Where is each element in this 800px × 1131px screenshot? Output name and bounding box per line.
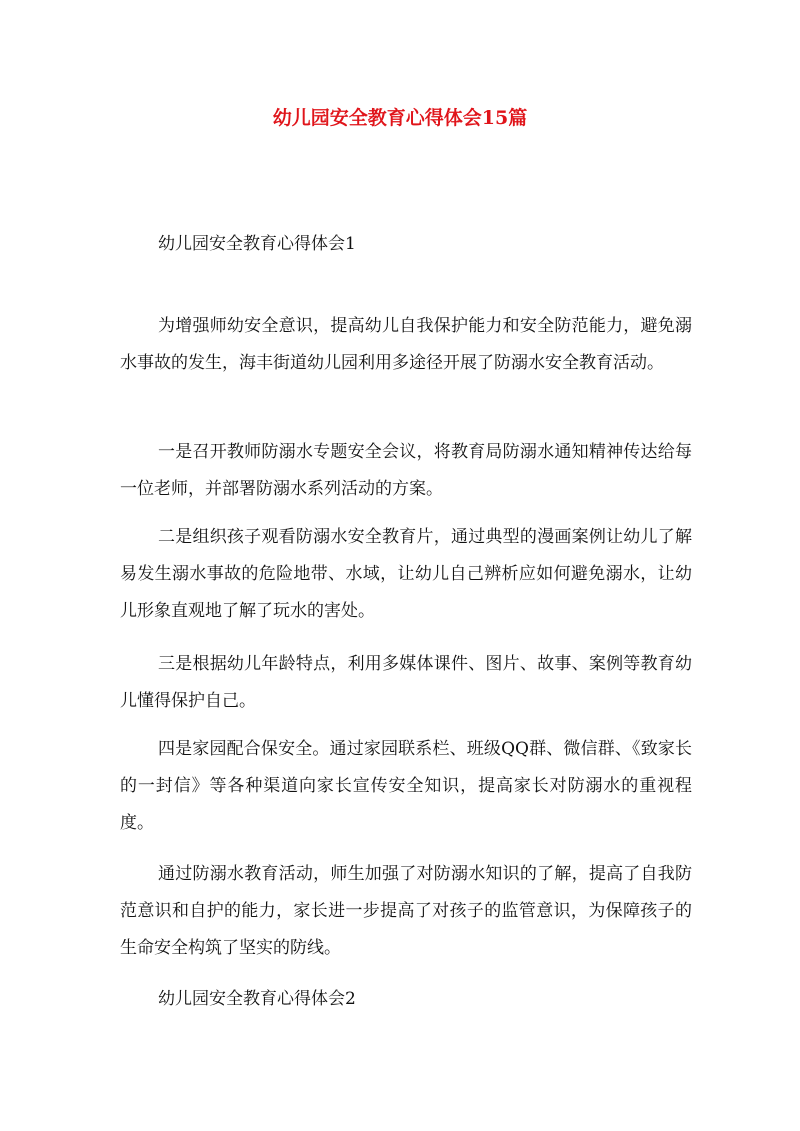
section-heading-1: 幼儿园安全教育心得体会1 — [158, 234, 356, 254]
paragraph-5: 四是家园配合保安全。通过家园联系栏、班级QQ群、微信群、《致家长的一封信》等各种渠道向家长宣传安全知识，提高家长对防溺水的重视程度。 — [120, 739, 692, 833]
paragraph-6: 通过防溺水教育活动，师生加强了对防溺水知识的了解，提高了自我防范意识和自护的能力，家长进一步提高了对孩子的监管意识，为保障孩子的生命安全构筑了坚实的防线。 — [120, 864, 692, 958]
paragraph-1: 为增强师幼安全意识，提高幼儿自我保护能力和安全防范能力，避免溺水事故的发生，海丰街道幼儿园利用多途径开展了防溺水安全教育活动。 — [120, 316, 692, 373]
paragraph-2: 一是召开教师防溺水专题安全会议，将教育局防溺水通知精神传达给每一位老师，并部署防溺水系列活动的方案。 — [120, 442, 692, 499]
document-title: 幼儿园安全教育心得体会15篇 — [272, 107, 528, 129]
paragraph-3: 二是组织孩子观看防溺水安全教育片，通过典型的漫画案例让幼儿了解易发生溺水事故的危险地带、水域，让幼儿自己辨析应如何避免溺水，让幼儿形象直观地了解了玩水的害处。 — [120, 527, 692, 621]
paragraph-4: 三是根据幼儿年龄特点，利用多媒体课件、图片、故事、案例等教育幼儿懂得保护自己。 — [120, 654, 692, 711]
section-heading-2: 幼儿园安全教育心得体会2 — [158, 989, 356, 1009]
